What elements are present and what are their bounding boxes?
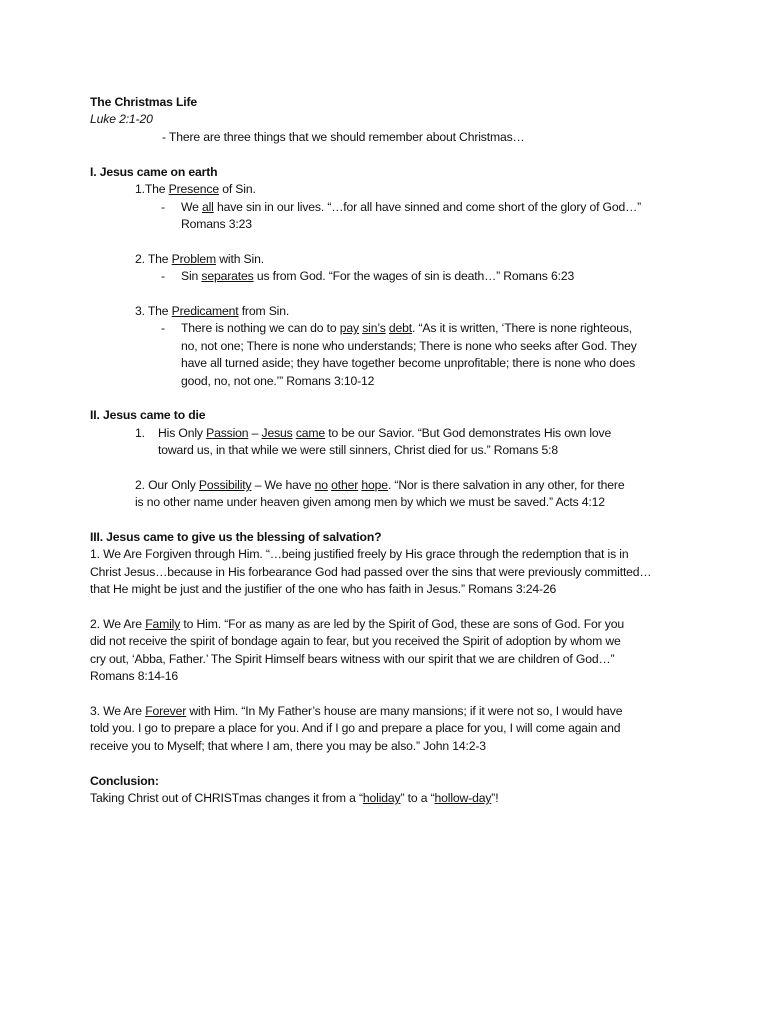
point-3-3-line-2: told you. I go to prepare a place for you. And if I go and prepare a place for you, I will come again and <box>90 721 621 735</box>
text-span: – We have <box>251 478 315 492</box>
bullet-dash: - <box>161 200 166 214</box>
point-3-1-line-2: Christ Jesus…because in His forbearance God had passed over the sins that were previously committed… <box>90 565 652 579</box>
point-3-3-line-1 <box>90 703 622 719</box>
underlined-word: other <box>331 478 359 492</box>
point-3-2-line-1 <box>90 616 624 632</box>
text-span: with Sin. <box>216 252 264 266</box>
point-1-3 <box>135 303 289 319</box>
text-span: – <box>248 426 262 440</box>
underlined-word: debt <box>388 321 413 335</box>
text-span: 2. The <box>135 252 172 266</box>
text-span: to be our Savior. “But God demonstrates His own love <box>325 426 612 440</box>
underlined-word: Jesus <box>261 426 293 440</box>
section-3-heading: III. Jesus came to give us the blessing of salvation? <box>90 530 382 544</box>
text-span: 2. Our Only <box>135 478 199 492</box>
point-3-2-line-2: did not receive the spirit of bondage again to fear, but you received the Spirit of adoption by whom we <box>90 634 621 648</box>
point-1-1 <box>135 181 256 197</box>
point-3-1-line-1: 1. We Are Forgiven through Him. “…being justified freely by His grace through the redemption that is in <box>90 547 629 561</box>
point-2-2-line-1 <box>135 477 624 493</box>
underlined-word: hollow-day <box>434 791 492 805</box>
text-span: from Sin. <box>238 304 290 318</box>
point-1-3-bullet-line-4: good, no, not one.’” Romans 3:10-12 <box>181 374 375 388</box>
point-2-1-line-2: toward us, in that while we were still sinners, Christ died for us.” Romans 5:8 <box>158 443 558 457</box>
underlined-word: Predicament <box>171 304 239 318</box>
underlined-word: holiday <box>362 791 401 805</box>
point-1-3-bullet-line-3: have all turned aside; they have together become unprofitable; there is none who does <box>181 356 636 370</box>
section-2-heading: II. Jesus came to die <box>90 408 206 422</box>
underlined-word: Possibility <box>198 478 252 492</box>
text-span: to Him. “For as many as are led by the Spirit of God, these are sons of God. For you <box>180 617 624 631</box>
underlined-word: Family <box>145 617 181 631</box>
text-span: . “Nor is there salvation in any other, for there <box>387 478 625 492</box>
underlined-word: all <box>202 200 214 214</box>
point-1-2 <box>135 251 264 267</box>
text-span: 3. We Are <box>90 704 146 718</box>
underlined-word: pay <box>339 321 359 335</box>
underlined-word: came <box>295 426 326 440</box>
point-1-1-bullet-line-1 <box>181 199 641 215</box>
text-span: 1.The <box>135 182 169 196</box>
point-3-3-line-3: receive you to Myself; that where I am, there you may be also.” John 14:2-3 <box>90 739 486 753</box>
point-1-1-bullet-line-2: Romans 3:23 <box>181 217 252 231</box>
point-1-2-bullet-line-1 <box>181 268 574 284</box>
scripture-reference: Luke 2:1-20 <box>90 112 153 126</box>
point-3-2-line-4: Romans 8:14-16 <box>90 669 179 683</box>
text-span: His Only <box>158 426 207 440</box>
bullet-dash: - <box>161 321 166 335</box>
text-span: 3. The <box>135 304 172 318</box>
text-span: . “As it is written, ‘There is none righteous, <box>412 321 633 335</box>
point-2-1-line-1 <box>158 425 611 441</box>
underlined-word: Forever <box>145 704 187 718</box>
point-1-3-bullet-line-2: no, not one; There is none who understands; There is none who seeks after God. They <box>181 339 637 353</box>
text-span: 2. We Are <box>90 617 146 631</box>
underlined-word: Problem <box>171 252 217 266</box>
text-span: have sin in our lives. “…for all have sinned and come short of the glory of God…” <box>213 200 642 214</box>
underlined-word: hope <box>361 478 388 492</box>
underlined-word: Presence <box>168 182 219 196</box>
document-title: The Christmas Life <box>90 95 198 109</box>
point-2-2-line-2: is no other name under heaven given among men by which we must be saved.” Acts 4:12 <box>135 495 605 509</box>
point-3-2-line-3: cry out, ‘Abba, Father.’ The Spirit Himself bears witness with our spirit that we are children of God…” <box>90 652 615 666</box>
point-3-1-line-3: that He might be just and the justifier of the one who has faith in Jesus.” Romans 3:24-26 <box>90 582 557 596</box>
text-span: ”! <box>491 791 499 805</box>
text-span: ” to a “ <box>400 791 435 805</box>
conclusion-line <box>90 790 498 806</box>
text-span: Taking Christ out of CHRISTmas changes it from a “ <box>90 791 363 805</box>
text-span: Sin <box>181 269 202 283</box>
point-1-3-bullet-line-1 <box>181 320 632 336</box>
text-span: us from God. “For the wages of sin is death…” Romans 6:23 <box>253 269 575 283</box>
text-span: of Sin. <box>218 182 256 196</box>
conclusion-heading: Conclusion: <box>90 774 159 788</box>
underlined-word: sin’s <box>362 321 386 335</box>
section-1-heading: I. Jesus came on earth <box>90 165 218 179</box>
intro-line: - There are three things that we should remember about Christmas… <box>162 130 525 144</box>
text-span: We <box>181 200 202 214</box>
text-span: There is nothing we can do to <box>181 321 340 335</box>
text-span: with Him. “In My Father’s house are many mansions; if it were not so, I would have <box>186 704 623 718</box>
underlined-word: Passion <box>206 426 249 440</box>
underlined-word: separates <box>201 269 254 283</box>
bullet-dash: - <box>161 269 166 283</box>
point-2-1-number: 1. <box>135 426 145 440</box>
underlined-word: no <box>314 478 328 492</box>
